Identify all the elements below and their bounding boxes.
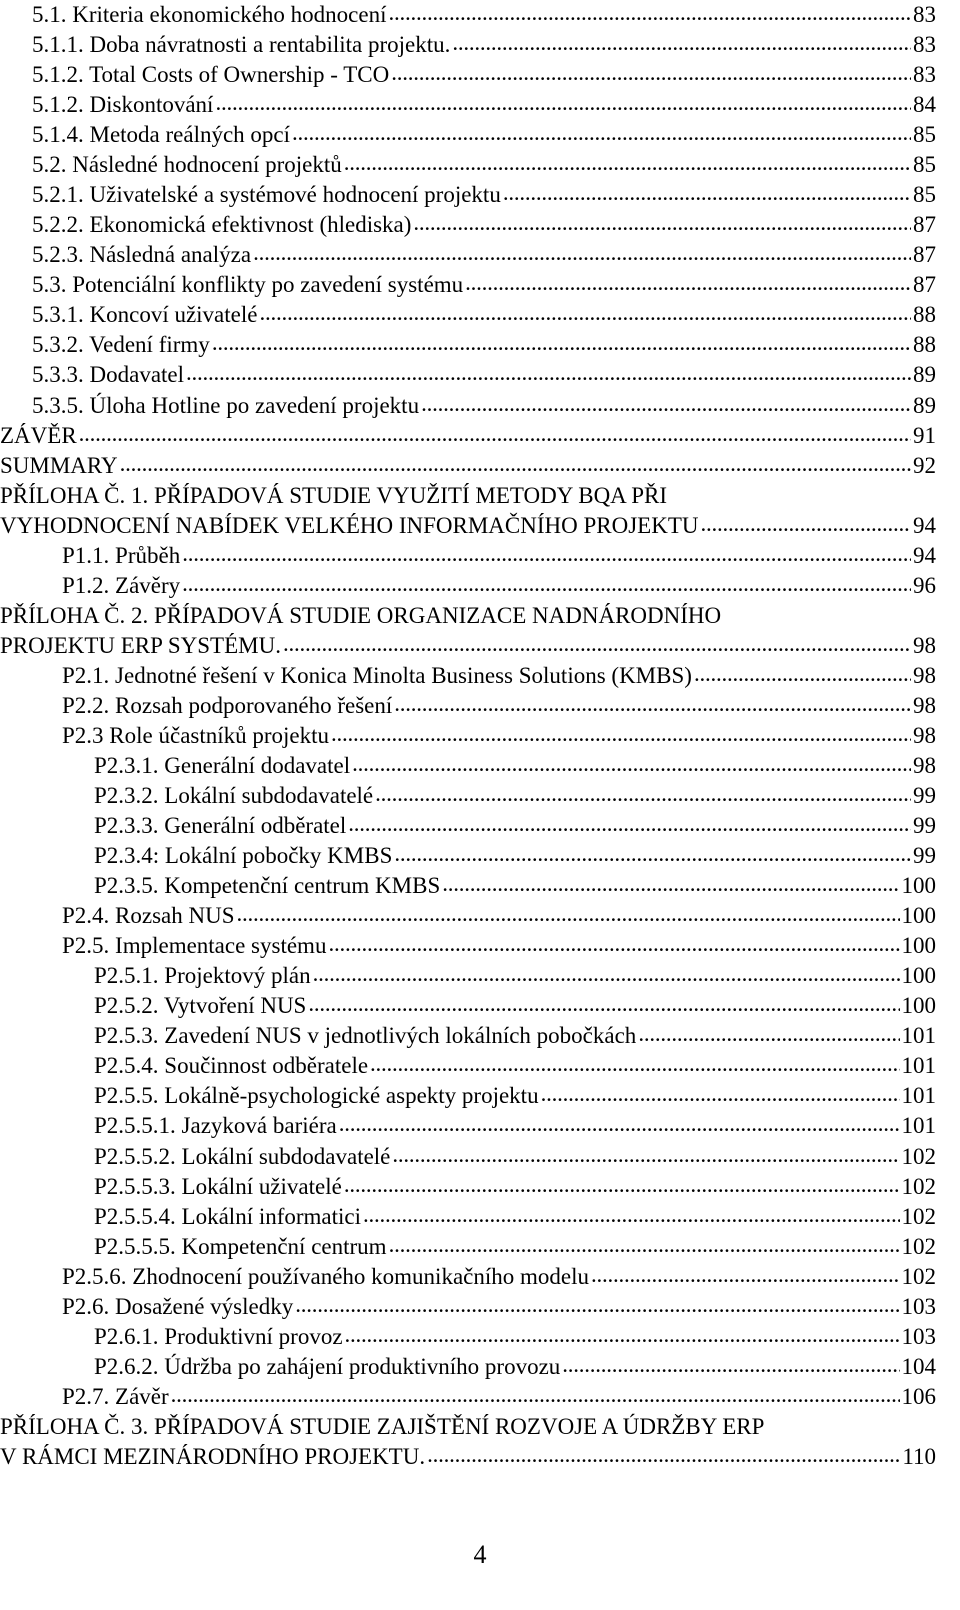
toc-entry-page: 99 bbox=[913, 843, 936, 869]
toc-entry-label: P2.3.5. Kompetenční centrum KMBS bbox=[94, 873, 441, 899]
dot-leader bbox=[328, 929, 899, 959]
toc-entry[interactable] bbox=[62, 1382, 936, 1412]
toc-entry[interactable] bbox=[62, 931, 936, 961]
dot-leader bbox=[541, 1079, 900, 1109]
dot-leader bbox=[352, 749, 911, 779]
toc-entry-label: 5.1.2. Total Costs of Ownership - TCO bbox=[32, 62, 390, 88]
dot-leader bbox=[391, 58, 911, 88]
toc-entry[interactable] bbox=[32, 330, 936, 360]
toc-entry[interactable] bbox=[62, 721, 936, 751]
toc-entry-label: P2.5.1. Projektový plán bbox=[94, 963, 311, 989]
toc-entry-label: 5.2.2. Ekonomická efektivnost (hlediska) bbox=[32, 212, 412, 238]
toc-entry-label: P2.5.5.2. Lokální subdodavatelé bbox=[94, 1143, 391, 1169]
toc-entry[interactable] bbox=[94, 1172, 936, 1202]
dot-leader bbox=[215, 88, 911, 118]
toc-entry-page: 87 bbox=[913, 272, 936, 298]
toc-entry-page: 83 bbox=[913, 2, 936, 27]
toc-entry-page: 100 bbox=[901, 903, 936, 929]
toc-entry-page: 102 bbox=[901, 1203, 936, 1229]
toc-entry-label: P2.5.3. Zavedení NUS v jednotlivých lokálních pobočkách bbox=[94, 1023, 637, 1049]
dot-leader bbox=[120, 449, 911, 479]
toc-entry[interactable] bbox=[94, 1142, 936, 1172]
toc-entry-page: 89 bbox=[913, 392, 936, 418]
dot-leader bbox=[295, 1290, 899, 1320]
toc-entry-page: 85 bbox=[913, 152, 936, 178]
toc-entry[interactable] bbox=[32, 210, 936, 240]
dot-leader bbox=[348, 809, 911, 839]
toc-entry-label: P2.7. Závěr bbox=[62, 1383, 169, 1409]
dot-leader bbox=[694, 659, 911, 689]
dot-leader bbox=[182, 569, 911, 599]
toc-entry-label: SUMMARY bbox=[0, 452, 118, 478]
toc-entry-label: 5.3.5. Úloha Hotline po zavedení projektu bbox=[32, 392, 420, 418]
toc-entry[interactable] bbox=[32, 270, 936, 300]
dot-leader bbox=[452, 28, 911, 58]
toc-entry-page: 101 bbox=[901, 1053, 936, 1079]
toc-entry-label: P2.1. Jednotné řešení v Konica Minolta Business Solutions (KMBS) bbox=[62, 662, 692, 688]
toc-entry[interactable] bbox=[94, 1232, 936, 1262]
toc-entry[interactable] bbox=[62, 1292, 936, 1322]
toc-entry-page: 100 bbox=[901, 993, 936, 1019]
toc-entry-page: 87 bbox=[913, 242, 936, 268]
dot-leader bbox=[344, 148, 911, 178]
toc-entry[interactable] bbox=[94, 1051, 936, 1081]
dot-leader bbox=[345, 1320, 900, 1350]
toc-entry-label: 5.1.1. Doba návratnosti a rentabilita projektu. bbox=[32, 32, 451, 58]
toc-entry-label: P2.5.2. Vytvoření NUS bbox=[94, 993, 307, 1019]
toc-entry[interactable] bbox=[94, 781, 936, 811]
dot-leader bbox=[212, 328, 911, 358]
dot-leader bbox=[394, 689, 911, 719]
toc-entry-label: P2.5.5.3. Lokální uživatelé bbox=[94, 1173, 342, 1199]
toc-entry-page: 101 bbox=[901, 1113, 936, 1139]
toc-entry-page: 83 bbox=[913, 32, 936, 58]
toc-entry-label: P2.6.1. Produktivní provoz bbox=[94, 1323, 343, 1349]
toc-entry-page: 103 bbox=[901, 1323, 936, 1349]
toc-entry[interactable] bbox=[94, 1202, 936, 1232]
toc-entry[interactable] bbox=[62, 1262, 936, 1292]
toc-entry[interactable] bbox=[0, 1442, 936, 1472]
dot-leader bbox=[292, 118, 911, 148]
toc-entry-label: 5.1. Kriteria ekonomického hodnocení bbox=[32, 2, 387, 27]
dot-leader bbox=[344, 1170, 900, 1200]
toc-entry-page: 100 bbox=[901, 933, 936, 959]
toc-entry-label: P2.4. Rozsah NUS bbox=[62, 903, 235, 929]
toc-entry-page: 103 bbox=[901, 1293, 936, 1319]
toc-entry[interactable] bbox=[0, 511, 936, 541]
toc-entry-label: P2.3.4: Lokální pobočky KMBS bbox=[94, 843, 393, 869]
toc-entry-label: P2.3.1. Generální dodavatel bbox=[94, 753, 351, 778]
dot-leader bbox=[237, 899, 900, 929]
toc-heading-line[interactable]: PŘÍLOHA Č. 2. PŘÍPADOVÁ STUDIE ORGANIZACE NADNÁRODNÍHO bbox=[0, 602, 722, 628]
dot-leader bbox=[389, 1230, 900, 1260]
toc-entry-page: 102 bbox=[901, 1263, 936, 1289]
toc-entry-label: ZÁVĚR bbox=[0, 422, 77, 448]
toc-entry-page: 85 bbox=[913, 182, 936, 208]
toc-entry-page: 92 bbox=[913, 452, 936, 478]
dot-leader bbox=[171, 1380, 900, 1410]
toc-entry-page: 91 bbox=[913, 422, 936, 448]
toc-entry-page: 100 bbox=[901, 963, 936, 989]
toc-entry-page: 101 bbox=[901, 1083, 936, 1109]
toc-entry-label: 5.3.3. Dodavatel bbox=[32, 362, 185, 388]
dot-leader bbox=[186, 358, 911, 388]
toc-entry[interactable] bbox=[32, 300, 936, 330]
dot-leader bbox=[182, 539, 911, 569]
toc-entry[interactable] bbox=[0, 631, 936, 661]
toc-entry[interactable] bbox=[94, 1352, 936, 1382]
toc-heading-line[interactable]: PŘÍLOHA Č. 3. PŘÍPADOVÁ STUDIE ZAJIŠTĚNÍ ROZVOJE A ÚDRŽBY ERP bbox=[0, 1413, 765, 1439]
toc-entry-label: 5.1.4. Metoda reálných opcí bbox=[32, 122, 291, 148]
toc-entry-page: 98 bbox=[913, 753, 936, 778]
dot-leader bbox=[442, 869, 899, 899]
toc-entry-page: 104 bbox=[901, 1353, 936, 1379]
toc-entry-page: 99 bbox=[913, 813, 936, 839]
dot-leader bbox=[591, 1260, 900, 1290]
toc-entry-page: 98 bbox=[913, 722, 936, 748]
dot-leader bbox=[313, 959, 900, 989]
toc-entry-label: P1.2. Závěry bbox=[62, 572, 181, 598]
toc-entry-label: P2.6. Dosažené výsledky bbox=[62, 1293, 294, 1319]
toc-entry[interactable] bbox=[94, 751, 936, 781]
dot-leader bbox=[638, 1019, 899, 1049]
toc-entry-page: 88 bbox=[913, 302, 936, 328]
toc-entry-label: P2.5. Implementace systému bbox=[62, 933, 327, 959]
toc-entry[interactable] bbox=[32, 30, 936, 60]
toc-entry[interactable] bbox=[32, 0, 936, 30]
toc-entry-page: 96 bbox=[913, 572, 936, 598]
toc-entry[interactable] bbox=[32, 60, 936, 90]
toc-entry[interactable] bbox=[32, 240, 936, 270]
toc-entry-label: P2.5.5.4. Lokální informatici bbox=[94, 1203, 362, 1229]
toc-entry-page: 99 bbox=[913, 783, 936, 809]
dot-leader bbox=[388, 0, 911, 28]
toc-entry[interactable] bbox=[0, 421, 936, 451]
toc-entry-label: 5.3.2. Vedení firmy bbox=[32, 332, 210, 358]
toc-entry[interactable] bbox=[94, 961, 936, 991]
toc-entry-label: P2.5.6. Zhodnocení používaného komunikačního modelu bbox=[62, 1263, 589, 1289]
dot-leader bbox=[259, 298, 911, 328]
dot-leader bbox=[503, 178, 911, 208]
toc-entry-page: 88 bbox=[913, 332, 936, 358]
toc-entry[interactable] bbox=[94, 991, 936, 1021]
toc-entry-label: V RÁMCI MEZINÁRODNÍHO PROJEKTU. bbox=[0, 1443, 426, 1469]
toc-entry-label: P2.6.2. Údržba po zahájení produktivního provozu bbox=[94, 1353, 561, 1379]
toc-entry-label: 5.3. Potenciální konflikty po zavedení systému bbox=[32, 272, 464, 298]
toc-entry-label: P2.5.5.5. Kompetenční centrum bbox=[94, 1233, 387, 1259]
toc-entry[interactable] bbox=[94, 1322, 936, 1352]
toc-entry[interactable] bbox=[62, 691, 936, 721]
toc-entry[interactable] bbox=[94, 1111, 936, 1141]
toc-entry-label: P2.3.2. Lokální subdodavatelé bbox=[94, 783, 374, 809]
toc-entry-page: 102 bbox=[901, 1143, 936, 1169]
dot-leader bbox=[308, 989, 899, 1019]
dot-leader bbox=[394, 839, 911, 869]
dot-leader bbox=[363, 1200, 899, 1230]
toc-entry-page: 89 bbox=[913, 362, 936, 388]
toc-entry[interactable] bbox=[94, 871, 936, 901]
toc-entry-page: 84 bbox=[913, 92, 936, 118]
toc-entry-page: 98 bbox=[913, 632, 936, 658]
dot-leader bbox=[331, 719, 911, 749]
toc-entry-page: 101 bbox=[901, 1023, 936, 1049]
dot-leader bbox=[283, 629, 911, 659]
toc-entry-page: 100 bbox=[901, 873, 936, 899]
dot-leader bbox=[370, 1049, 899, 1079]
toc-entry[interactable] bbox=[32, 360, 936, 390]
toc-entry-label: PROJEKTU ERP SYSTÉMU. bbox=[0, 632, 281, 658]
dot-leader bbox=[465, 268, 911, 298]
dot-leader bbox=[413, 208, 911, 238]
toc-entry-page: 85 bbox=[913, 122, 936, 148]
dot-leader bbox=[253, 238, 911, 268]
toc-entry-label: 5.2. Následné hodnocení projektů bbox=[32, 152, 342, 178]
toc-entry-page: 102 bbox=[901, 1173, 936, 1199]
toc-entry-page: 83 bbox=[913, 62, 936, 88]
toc-entry[interactable] bbox=[0, 451, 936, 481]
dot-leader bbox=[375, 779, 911, 809]
toc-entry[interactable] bbox=[62, 661, 936, 691]
toc-entry-page: 98 bbox=[913, 692, 936, 718]
toc-entry-label: 5.2.3. Následná analýza bbox=[32, 242, 252, 268]
toc-entry-page: 102 bbox=[901, 1233, 936, 1259]
toc-entry-page: 87 bbox=[913, 212, 936, 238]
toc-entry[interactable] bbox=[94, 1081, 936, 1111]
toc-heading-line[interactable]: PŘÍLOHA Č. 1. PŘÍPADOVÁ STUDIE VYUŽITÍ METODY BQA PŘI bbox=[0, 482, 668, 508]
toc-entry-label: P2.3.3. Generální odběratel bbox=[94, 813, 347, 839]
toc-entry[interactable] bbox=[32, 90, 936, 120]
toc-entry[interactable] bbox=[62, 541, 936, 571]
toc-entry-label: P1.1. Průběh bbox=[62, 542, 181, 568]
dot-leader bbox=[339, 1109, 900, 1139]
toc-entry-page: 106 bbox=[901, 1383, 936, 1409]
dot-leader bbox=[421, 389, 911, 419]
toc-entry[interactable] bbox=[32, 180, 936, 210]
dot-leader bbox=[562, 1350, 899, 1380]
toc-entry-label: 5.1.2. Diskontování bbox=[32, 92, 214, 118]
dot-leader bbox=[427, 1440, 900, 1470]
page-number: 4 bbox=[473, 1540, 487, 1569]
toc-entry-label: P2.5.5.1. Jazyková bariéra bbox=[94, 1113, 337, 1139]
toc-entry[interactable] bbox=[94, 841, 936, 871]
toc-entry[interactable] bbox=[32, 150, 936, 180]
toc-entry[interactable] bbox=[62, 571, 936, 601]
dot-leader bbox=[392, 1140, 899, 1170]
dot-leader bbox=[79, 419, 911, 449]
toc-entry[interactable] bbox=[94, 1021, 936, 1051]
toc-entry-label: P2.2. Rozsah podporovaného řešení bbox=[62, 692, 393, 718]
toc-entry[interactable] bbox=[62, 901, 936, 931]
toc-entry[interactable] bbox=[94, 811, 936, 841]
toc-entry-label: P2.5.5. Lokálně-psychologické aspekty projektu bbox=[94, 1083, 539, 1109]
toc-entry-page: 98 bbox=[913, 662, 936, 688]
dot-leader bbox=[701, 509, 911, 539]
toc-entry-page: 110 bbox=[902, 1443, 936, 1469]
toc-entry-label: P2.3 Role účastníků projektu bbox=[62, 722, 330, 748]
toc-entry-label: VYHODNOCENÍ NABÍDEK VELKÉHO INFORMAČNÍHO PROJEKTU bbox=[0, 512, 699, 538]
toc-entry-page: 94 bbox=[913, 542, 936, 568]
toc-entry[interactable] bbox=[32, 391, 936, 421]
toc-entry-page: 94 bbox=[913, 512, 936, 538]
toc-entry-label: P2.5.4. Součinnost odběratele bbox=[94, 1053, 369, 1079]
toc-entry[interactable] bbox=[32, 120, 936, 150]
toc-entry-label: 5.2.1. Uživatelské a systémové hodnocení projektu bbox=[32, 182, 501, 208]
toc-entry-label: 5.3.1. Koncoví uživatelé bbox=[32, 302, 258, 328]
